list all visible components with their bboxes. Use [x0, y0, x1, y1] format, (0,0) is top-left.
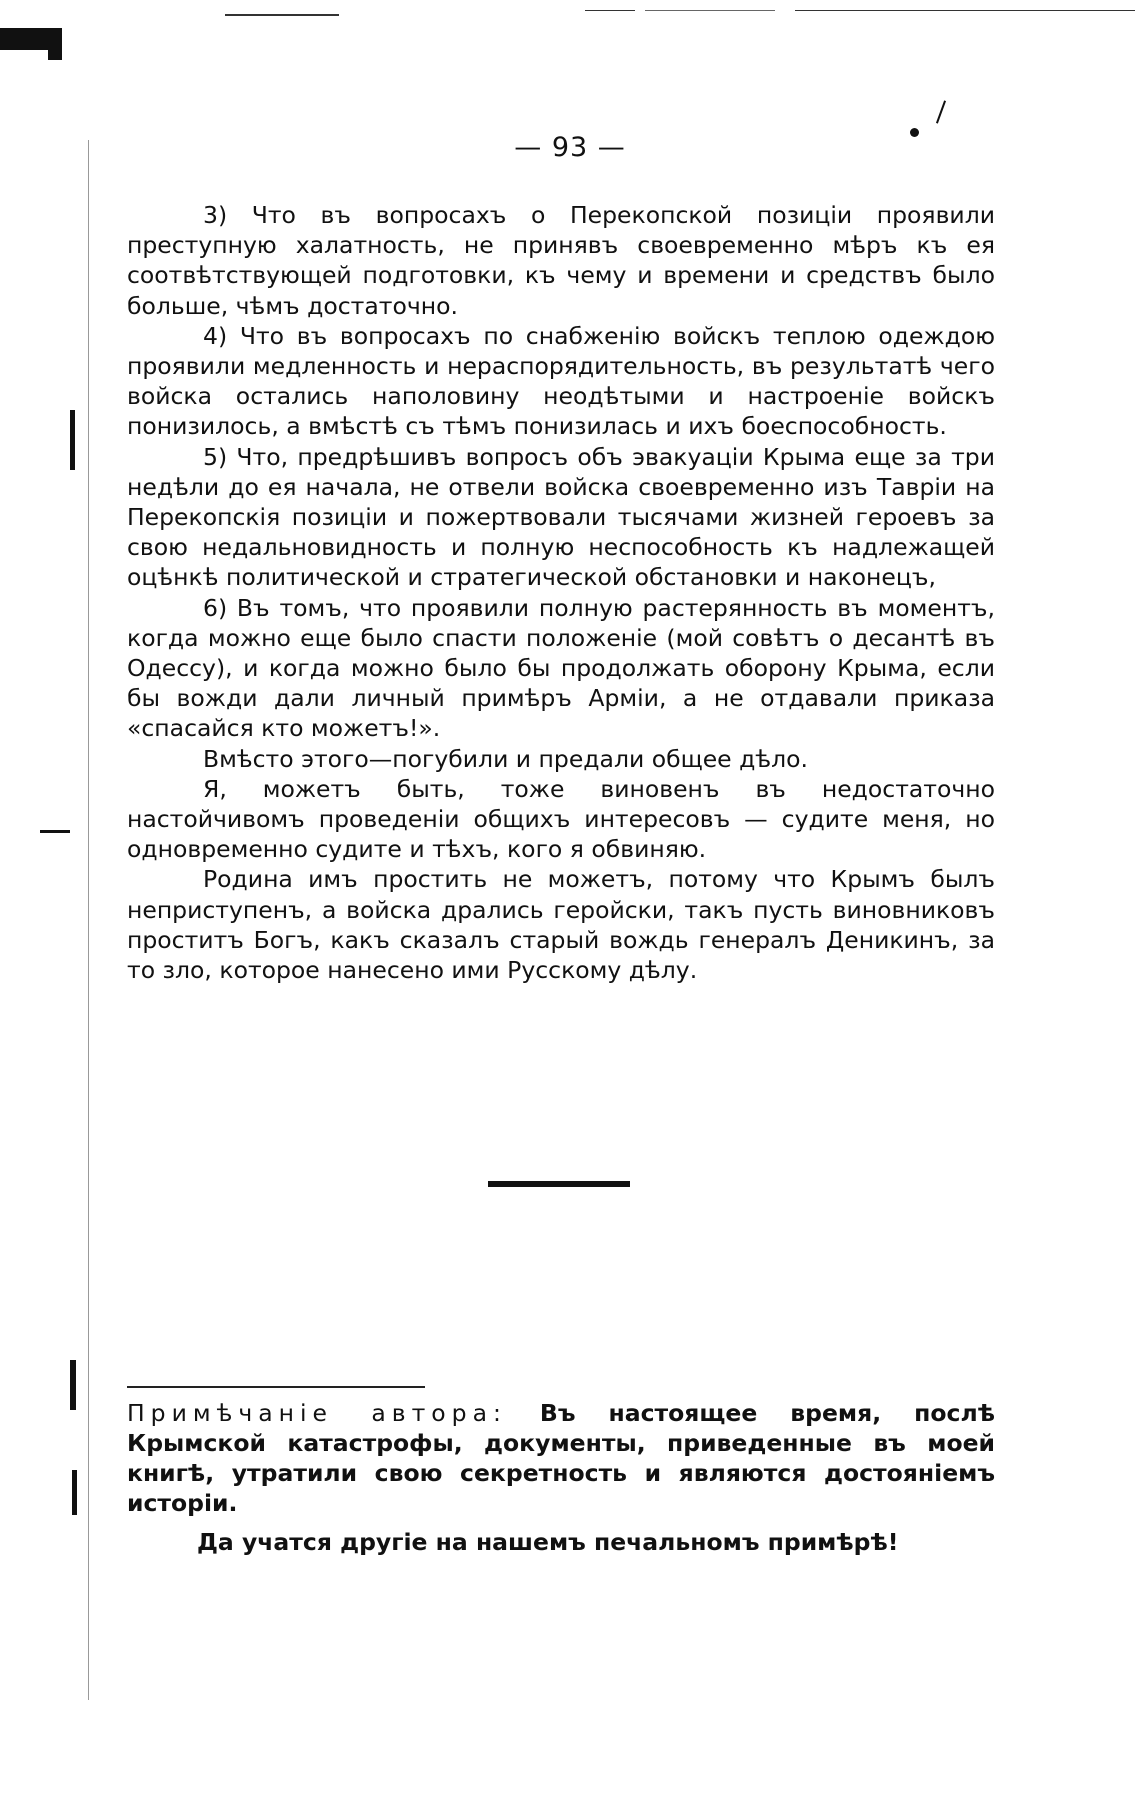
- closing-line: Да учатся другіе на нашемъ печальномъ примѣрѣ!: [197, 1528, 899, 1556]
- scan-edge-mark: [48, 50, 62, 60]
- scan-edge-mark: [72, 1470, 77, 1515]
- paragraph: Вмѣсто этого—погубили и предали общее дѣло.: [203, 744, 808, 773]
- footnote: [127, 1398, 995, 1518]
- paragraph: 3) Что въ вопросахъ о Перекопской позиціи проявили преступную халатность, не принявъ своевременно мѣръ къ ея соотвѣтствующей подготовки, къ чему и времени и средствъ было больше, чѣмъ достаточно.: [127, 201, 995, 320]
- main-text: [127, 200, 995, 985]
- scan-edge-line: [225, 14, 339, 16]
- scan-edge-mark: [88, 140, 89, 1700]
- paragraph: Родина имъ простить не можетъ, потому что Крымъ былъ неприступенъ, а войска дрались геройски, такъ пусть виновниковъ проститъ Богъ, какъ сказалъ старый вождь генералъ Деникинъ, за то зло, которое нанесено ими Русскому дѣлу.: [127, 865, 995, 985]
- paragraph: 5) Что, предрѣшивъ вопросъ объ эвакуаціи Крыма еще за три недѣли до ея начала, не отвели войска своевременно изъ Тавріи на Перекопскія позиціи и пожертвовали тысячами жизней героевъ за свою недальновидность и полную неспособность къ надлежащей оцѣнкѣ политической и стратегической обстановки и наконецъ,: [127, 442, 995, 592]
- section-divider: [488, 1181, 630, 1187]
- paragraph: 4) Что въ вопросахъ по снабженію войскъ теплою одеждою проявили медленность и нераспорядительность, въ результатѣ чего войска остались наполовину неодѣтыми и настроеніе войскъ понизилось, а вмѣстѣ съ тѣмъ понизилась и ихъ боеспособность.: [127, 321, 995, 441]
- footnote-label: Примѣчаніе автора:: [127, 1399, 507, 1427]
- scan-edge-mark: [936, 100, 946, 123]
- scan-edge-line: [645, 10, 775, 11]
- footnote-divider: [127, 1386, 425, 1388]
- footnote-paragraph: [127, 1398, 995, 1518]
- scan-edge-mark: [70, 410, 75, 470]
- scan-edge-line: [795, 10, 1135, 11]
- paragraph: Я, можетъ быть, тоже виновенъ въ недостаточно настойчивомъ проведеніи общихъ интересовъ — судите меня, но одновременно судите и тѣхъ, кого я обвиняю.: [127, 774, 995, 864]
- paragraph: 6) Въ томъ, что проявили полную растерянность въ моментъ, когда можно еще было спасти положеніе (мой совѣтъ о десантѣ въ Одессу), и когда можно было бы продолжать оборону Крыма, если бы вожди дали личный примѣръ Арміи, а не отдавали приказа «спасайся кто можетъ!».: [127, 593, 995, 743]
- scan-edge-mark: [0, 28, 62, 50]
- scan-edge-mark: [70, 1360, 76, 1410]
- scan-edge-line: [585, 10, 635, 11]
- page-number: — 93 —: [514, 132, 626, 163]
- footnote-text: Въ настоящее время, послѣ Крымской катастрофы, документы, приведенные въ моей книгѣ, утратили свою секретность и являются достояніемъ исторіи.: [127, 1399, 995, 1517]
- scan-edge-mark: [40, 830, 70, 833]
